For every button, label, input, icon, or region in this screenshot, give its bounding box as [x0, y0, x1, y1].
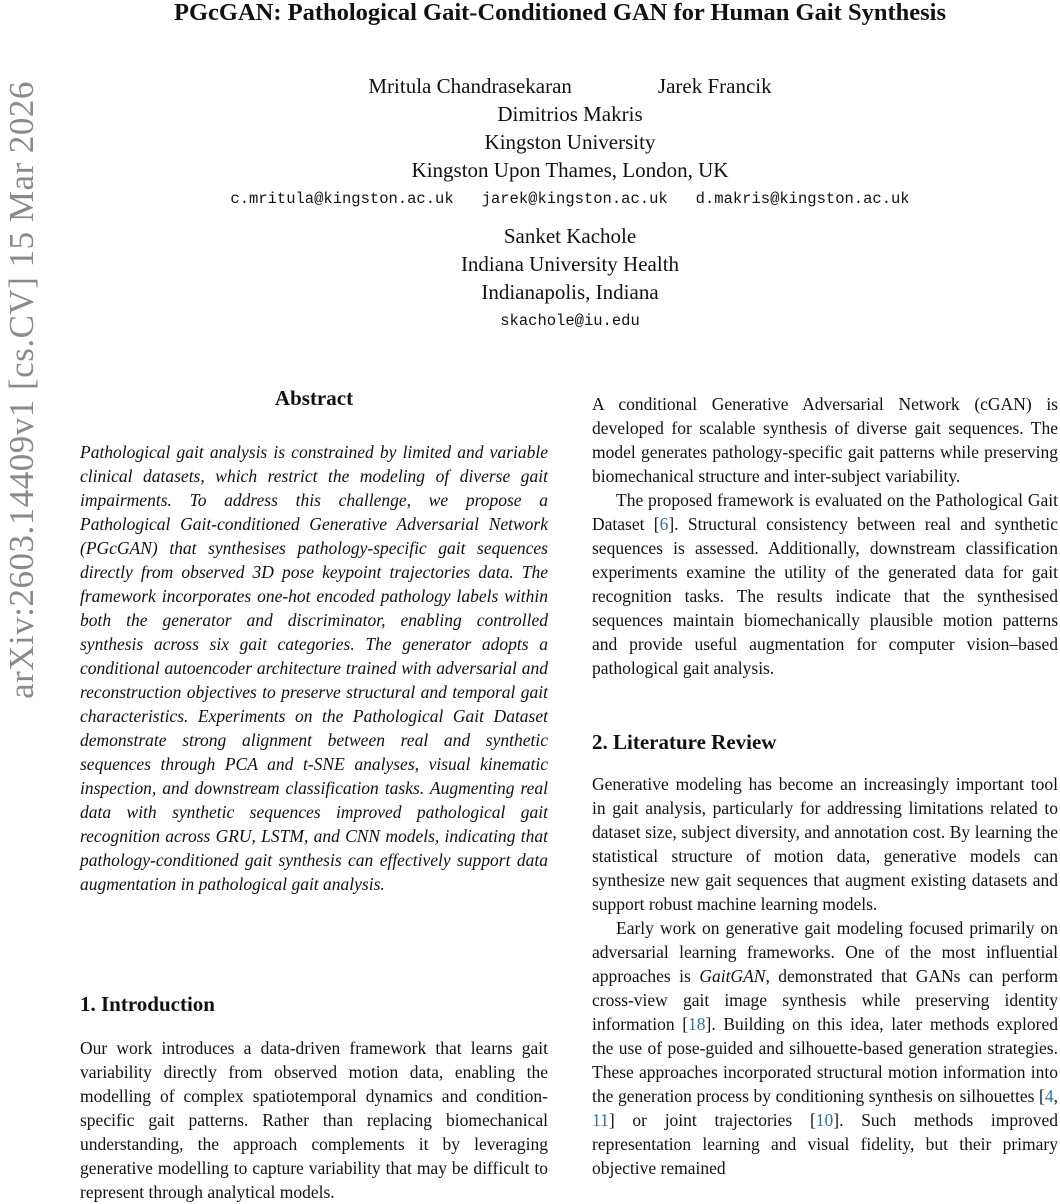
- author-affiliation: Kingston University: [484, 130, 656, 154]
- abstract-body: [80, 440, 548, 896]
- paper-title: PGcGAN: Pathological Gait-Conditioned GAN for Human Gait Synthesis: [173, 0, 946, 26]
- citation-link[interactable]: 4: [1044, 1086, 1054, 1106]
- introduction-body: [80, 1036, 548, 1204]
- author-name: Sanket Kachole: [503, 224, 637, 248]
- arxiv-id-text: arXiv:2603.14409v1 [cs.CV] 15 Mar 2026: [2, 81, 41, 699]
- right-column-intro: [592, 392, 1058, 680]
- arxiv-identifier-stamp: [2, 81, 42, 699]
- citation-link[interactable]: 10: [815, 1110, 834, 1130]
- author-location: Kingston Upon Thames, London, UK: [411, 158, 729, 182]
- author-location: Indianapolis, Indiana: [481, 280, 659, 304]
- abstract-heading: Abstract: [274, 386, 354, 410]
- literature-paragraph: Generative modeling has become an increasingly important tool in gait analysis, particularly for addressing limitations related to dataset size, subject diversity, and annotation cost. By learning the statistical structure of motion data, generative models can synthesize new gait sequences that augment existing datasets and support robust machine learning models.: [592, 774, 1058, 914]
- author-name: Dimitrios Makris: [497, 102, 643, 126]
- author-email: jarek@kingston.ac.uk: [481, 190, 668, 208]
- author-block-indiana: [80, 222, 1060, 336]
- author-name: Mritula Chandrasekaran: [368, 74, 572, 98]
- intro-paragraph: A conditional Generative Adversarial Network (cGAN) is developed for scalable synthesis of diverse gait sequences. The model generates pathology-specific gait patterns while preserving biomechanical structure and inter-subject variability.: [592, 394, 1058, 486]
- abstract-text: Pathological gait analysis is constrained by limited and variable clinical datasets, which restrict the modeling of diverse gait impairments. To address this challenge, we propose a Pathological Gait-conditioned Generative Adversarial Network (PGcGAN) that synthesises pathology-specific gait sequences directly from observed 3D pose keypoint trajectories data. The framework incorporates one-hot encoded pathology labels within both the generator and discriminator, enabling controlled synthesis across six gait categories. The generator adopts a conditional autoencoder architecture trained with adversarial and reconstruction objectives to preserve structural and temporal gait characteristics. Experiments on the Pathological Gait Dataset demonstrate strong alignment between real and synthetic sequences through PCA and t-SNE analyses, visual kinematic inspection, and downstream classification tasks. Augmenting real data with synthetic sequences improved pathological gait recognition across GRU, LSTM, and CNN models, indicating that pathology-conditioned gait synthesis can effectively support data augmentation in pathological gait analysis.: [80, 442, 548, 894]
- author-email: c.mritula@kingston.ac.uk: [230, 190, 454, 208]
- literature-review-heading: 2. Literature Review: [592, 730, 777, 754]
- author-emails: [80, 186, 1060, 212]
- citation-link[interactable]: 6: [659, 514, 669, 534]
- introduction-heading: 1. Introduction: [80, 992, 215, 1016]
- author-block-kingston: [80, 72, 1060, 212]
- literature-review-body: [592, 772, 1058, 1180]
- introduction-text: Our work introduces a data-driven framework that learns gait variability directly from observed motion data, enabling the modelling of complex spatiotemporal dynamics and condition-specific gait patterns. Rather than replacing biomechanical understanding, the approach complements it by leveraging generative modelling to capture variability that may be difficult to represent through analytical models.: [80, 1038, 548, 1202]
- author-affiliation: Indiana University Health: [460, 252, 680, 276]
- author-email: skachole@iu.edu: [500, 312, 640, 330]
- intro-paragraph: The proposed framework is evaluated on the Pathological Gait Dataset [6]. Structural consistency between real and synthetic sequences is assessed. Additionally, downstream classification experiments examine the utility of the generated data for gait recognition tasks. The results indicate that the synthesised sequences maintain biomechanically plausible motion patterns and provide useful augmentation for computer vision–based pathological gait analysis.: [592, 490, 1058, 678]
- literature-paragraph: Early work on generative gait modeling focused primarily on adversarial learning frameworks. One of the most influential approaches is GaitGAN, demonstrated that GANs can perform cross-view gait image synthesis while preserving identity information [18]. Building on this idea, later methods explored the use of pose-guided and silhouette-based generation strategies. These approaches incorporated structural motion information into the generation process by conditioning synthesis on silhouettes [4, 11] or joint trajectories [10]. Such methods improved representation learning and visual fidelity, but their primary objective remained: [592, 918, 1059, 1178]
- citation-link[interactable]: 18: [688, 1014, 706, 1034]
- citation-link[interactable]: 11: [592, 1110, 609, 1130]
- author-email: d.makris@kingston.ac.uk: [695, 190, 910, 208]
- author-name: Jarek Francik: [657, 74, 772, 98]
